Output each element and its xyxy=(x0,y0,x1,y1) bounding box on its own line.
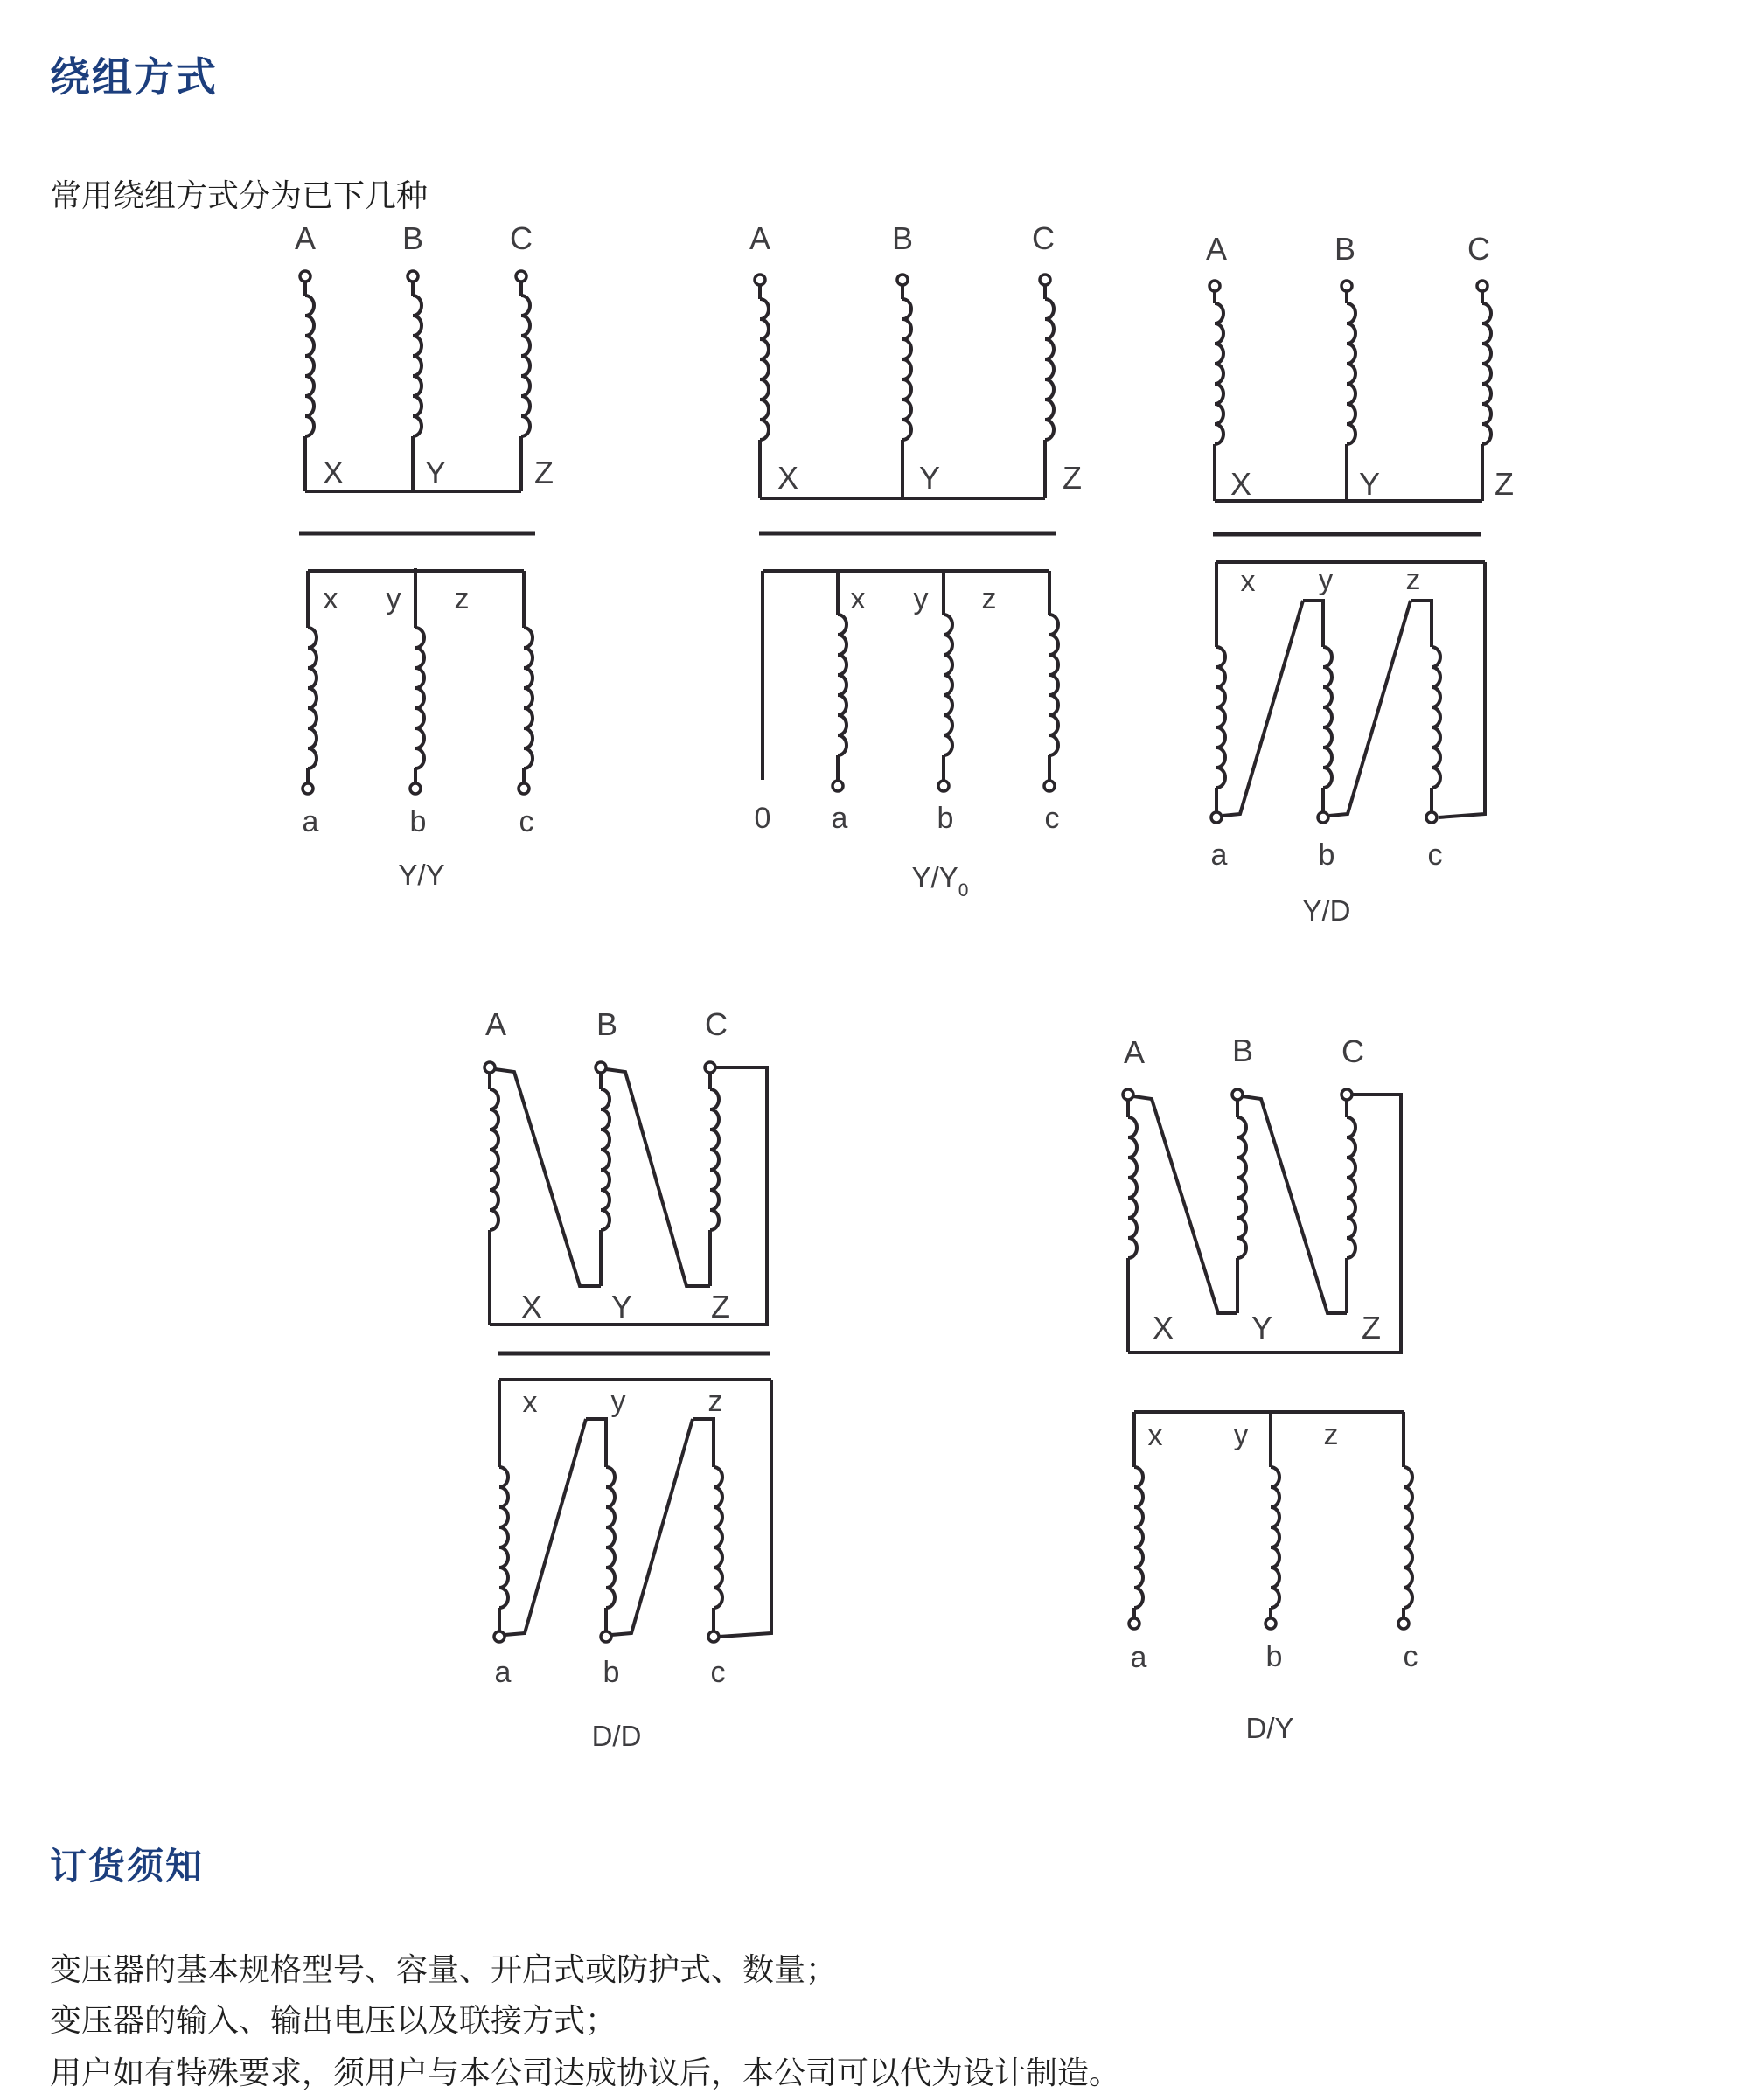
label-terminal: c xyxy=(1403,1640,1418,1673)
label-terminal: b xyxy=(1318,838,1335,872)
terminal-dot xyxy=(484,1062,495,1073)
terminal-dot xyxy=(833,781,843,791)
coil xyxy=(944,615,952,755)
delta-link xyxy=(1223,601,1303,816)
label-terminal: A xyxy=(294,220,317,256)
wire xyxy=(693,1419,714,1467)
label-terminal: A xyxy=(1205,231,1228,267)
terminal-dot xyxy=(938,781,949,791)
terminal-dot xyxy=(755,275,765,285)
y-d-primary-wires xyxy=(1209,281,1491,534)
intro-text: 常用绕组方式分为已下几种 xyxy=(50,177,429,213)
diagram-d-d xyxy=(484,1006,771,1752)
coil xyxy=(413,296,422,436)
label-winding-head: x xyxy=(1147,1419,1163,1452)
label-winding-end: X xyxy=(520,1289,543,1325)
terminal-dot xyxy=(516,271,526,282)
ordering-note-line: 变压器的基本规格型号、容量、开启式或防护式、数量； xyxy=(50,1951,838,1987)
diagram-caption: D/D xyxy=(591,1720,642,1752)
label-winding-end: Y xyxy=(610,1289,633,1325)
diagram-caption xyxy=(912,861,969,900)
delta-link xyxy=(505,1419,586,1635)
coil xyxy=(1045,299,1054,440)
coil xyxy=(308,628,317,768)
wire xyxy=(586,1419,606,1467)
label-winding-head: z xyxy=(707,1385,723,1418)
ordering-section-title: 订货须知 xyxy=(50,1846,205,1887)
delta-link xyxy=(606,1069,710,1286)
wire xyxy=(1216,788,1432,812)
label-terminal: C xyxy=(705,1006,728,1042)
coil xyxy=(1432,647,1440,788)
label-winding-end: Z xyxy=(1495,466,1514,502)
label-terminal: b xyxy=(1265,1640,1283,1673)
label-terminal: c xyxy=(1427,838,1443,872)
ordering-note-line: 用户如有特殊要求，须用户与本公司达成协议后，本公司可以代为设计制造。 xyxy=(50,2055,1121,2090)
coil xyxy=(521,296,530,436)
coil xyxy=(1215,303,1223,444)
diagram-y-y0 xyxy=(749,220,1082,900)
terminal-dot xyxy=(1341,281,1352,291)
label-terminal: a xyxy=(494,1656,512,1689)
terminal-dot xyxy=(1477,281,1488,291)
terminal-dot xyxy=(897,275,908,285)
delta-link xyxy=(1329,601,1411,816)
terminal-dot xyxy=(705,1062,715,1073)
terminal-dot xyxy=(601,1631,611,1642)
diagram-caption: Y/Y xyxy=(398,859,445,891)
label-terminal: B xyxy=(596,1006,618,1042)
label-terminal: c xyxy=(519,805,534,838)
label-terminal: B xyxy=(1231,1033,1254,1068)
label-terminal: c xyxy=(710,1656,726,1689)
terminal-dot xyxy=(1129,1618,1139,1629)
wire xyxy=(308,568,524,628)
terminal-dot xyxy=(1318,812,1328,823)
wire xyxy=(1128,1100,1347,1117)
label-winding-head: y xyxy=(913,582,929,615)
wire xyxy=(1134,1608,1404,1618)
wire xyxy=(760,440,1045,498)
coil xyxy=(1323,647,1332,788)
page-title: 绕组方式 xyxy=(50,54,218,100)
terminal-dot xyxy=(1123,1089,1133,1100)
label-terminal: B xyxy=(891,220,914,256)
wire xyxy=(308,768,524,783)
label-winding-end: Z xyxy=(534,455,554,490)
diagram-d-y xyxy=(1123,1033,1418,1744)
label-winding-end: Z xyxy=(1063,460,1082,496)
label-terminal: a xyxy=(1130,1641,1147,1674)
label-winding-end: Z xyxy=(1362,1310,1381,1346)
label-terminal: C xyxy=(1032,220,1055,256)
terminal-dot xyxy=(408,271,418,282)
wire xyxy=(1134,1412,1404,1467)
coil xyxy=(1404,1467,1412,1608)
coil xyxy=(1216,647,1225,788)
delta-link xyxy=(1243,1096,1347,1313)
diagram-caption: Y/D xyxy=(1302,894,1351,927)
terminal-dot xyxy=(410,783,421,794)
wire xyxy=(760,285,1045,299)
y-y-primary-wires xyxy=(299,271,535,533)
label-winding-end: Z xyxy=(711,1289,730,1325)
delta-link xyxy=(611,1419,693,1635)
wire xyxy=(1303,601,1323,647)
label-terminal: a xyxy=(831,802,848,835)
label-terminal: B xyxy=(401,220,424,256)
label-winding-head: x xyxy=(323,582,338,615)
label-terminal: a xyxy=(1210,838,1228,872)
y-y0-secondary-wires xyxy=(763,571,1058,791)
delta-link xyxy=(1439,562,1485,817)
terminal-dot xyxy=(1398,1618,1409,1629)
delta-link xyxy=(719,1380,771,1637)
coil xyxy=(710,1089,719,1230)
label-winding-head: z xyxy=(1323,1418,1339,1451)
wire xyxy=(838,755,1049,781)
terminal-dot xyxy=(708,1631,719,1642)
label-winding-end: Y xyxy=(1358,466,1381,502)
coil xyxy=(714,1467,722,1608)
label-terminal: C xyxy=(510,220,533,256)
terminal-dot xyxy=(1341,1089,1352,1100)
coil xyxy=(601,1089,610,1230)
caption-main: Y/Y xyxy=(911,861,958,894)
coil xyxy=(524,628,533,768)
label-terminal: A xyxy=(484,1006,507,1042)
wire xyxy=(1411,601,1432,647)
coil xyxy=(1271,1467,1279,1608)
delta-link xyxy=(490,1067,767,1325)
coil xyxy=(760,299,769,440)
coil xyxy=(499,1467,508,1608)
coil xyxy=(415,628,424,768)
terminal-dot xyxy=(494,1631,505,1642)
coil xyxy=(1482,303,1491,444)
coil xyxy=(1347,1117,1355,1258)
label-winding-end: Y xyxy=(918,460,941,496)
terminal-dot xyxy=(303,783,313,794)
label-winding-head: x xyxy=(522,1386,538,1419)
label-terminal: b xyxy=(937,802,954,835)
caption-subscript: 0 xyxy=(958,880,969,900)
label-winding-head: y xyxy=(1233,1418,1249,1451)
wire xyxy=(490,1073,710,1089)
label-terminal: B xyxy=(1334,231,1356,267)
label-winding-end: Y xyxy=(1251,1310,1273,1346)
wire xyxy=(1215,444,1482,501)
label-winding-head: y xyxy=(386,582,401,615)
label-terminal: C xyxy=(1341,1033,1364,1069)
wire xyxy=(838,571,1049,615)
label-winding-head: x xyxy=(850,582,866,615)
label-winding-head: x xyxy=(1240,565,1256,598)
terminal-dot xyxy=(596,1062,606,1073)
terminal-dot xyxy=(1426,812,1437,823)
coil xyxy=(1049,615,1058,755)
terminal-dot xyxy=(1040,275,1050,285)
wire xyxy=(1215,291,1482,303)
wire xyxy=(305,282,521,296)
label-winding-head: z xyxy=(981,582,997,615)
y-d-secondary-wires xyxy=(1211,562,1485,823)
label-terminal: a xyxy=(302,805,319,838)
label-winding-head: z xyxy=(454,582,470,615)
diagram-caption: D/Y xyxy=(1245,1712,1294,1744)
terminal-dot xyxy=(519,783,529,794)
ordering-note-line: 变压器的输入、输出电压以及联接方式； xyxy=(50,2002,617,2038)
coil xyxy=(1134,1467,1143,1608)
label-terminal: C xyxy=(1467,231,1490,267)
terminal-dot xyxy=(1209,281,1220,291)
y-y0-primary-wires xyxy=(755,275,1056,533)
label-winding-head: y xyxy=(1318,563,1334,596)
label-terminal: A xyxy=(1123,1034,1146,1070)
d-y-secondary-wires xyxy=(1129,1412,1412,1629)
label-winding-end: X xyxy=(1152,1310,1174,1346)
coil xyxy=(1347,303,1355,444)
label-winding-end: X xyxy=(1230,466,1252,502)
coil xyxy=(490,1089,498,1230)
coil xyxy=(606,1467,615,1608)
diagram-y-d xyxy=(1206,231,1514,927)
coil xyxy=(838,615,847,755)
diagram-y-y xyxy=(295,220,554,891)
label-winding-head: y xyxy=(610,1385,626,1418)
label-winding-end: Y xyxy=(424,455,447,490)
label-neutral: 0 xyxy=(754,802,771,835)
terminal-dot xyxy=(1044,781,1055,791)
terminal-dot xyxy=(1232,1089,1243,1100)
coil xyxy=(305,296,314,436)
label-winding-end: X xyxy=(777,460,799,496)
coil xyxy=(1237,1117,1246,1258)
coil xyxy=(1128,1117,1137,1258)
d-d-secondary-wires xyxy=(494,1380,771,1642)
label-terminal: b xyxy=(409,805,427,838)
terminal-dot xyxy=(1265,1618,1276,1629)
label-terminal: c xyxy=(1044,802,1060,835)
label-winding-end: X xyxy=(322,455,345,490)
label-terminal: b xyxy=(603,1656,620,1689)
delta-link xyxy=(495,1069,601,1286)
terminal-dot xyxy=(1211,812,1222,823)
terminal-dot xyxy=(300,271,310,282)
delta-link xyxy=(1133,1096,1237,1313)
label-winding-head: z xyxy=(1405,563,1421,596)
coil xyxy=(902,299,911,440)
label-terminal: A xyxy=(749,220,771,256)
